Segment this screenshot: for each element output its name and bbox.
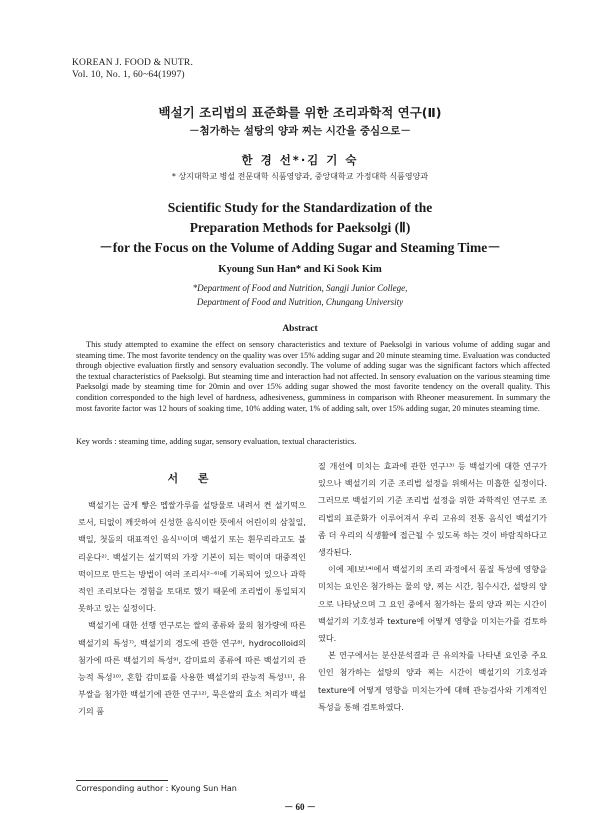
footnote-divider	[76, 780, 168, 781]
footnote: Corresponding author : Kyoung Sun Han	[76, 784, 237, 793]
paragraph: 본 연구에서는 분산분석결과 큰 유의차를 나타낸 요인중 주요인인 첨가하는 설탕의 양과 찌는 시간이 백설기의 기호성과 texture에 어떻게 영향을 미치는가에 대해 관능검사와 기계적인 특성을 통해 검토하였다.	[318, 650, 547, 712]
paragraph: 이에 제Ⅰ보¹⁴⁾에서 백설기의 조리 과정에서 품질 특성에 영향을 미치는 요인은 첨가하는 물의 양, 찌는 시간, 침수시간, 설탕의 양으로 나타났으며 그 요인 중에서 첨가하는 물의 양과 찌는 시간이 백설기의 기호성과 texture에 어떻게 영향을 미치는가를 검토하였다.	[318, 564, 547, 644]
page-number: － 60 －	[284, 802, 316, 812]
english-affiliation	[0, 281, 600, 309]
english-title-line2: Preparation Methods for Paeksolgi (Ⅱ)	[189, 220, 411, 235]
section-heading-intro: 서 론	[167, 472, 217, 485]
korean-authors: 한 경 선*·김 기 숙	[241, 153, 359, 167]
left-column	[78, 497, 306, 721]
paragraph: 백설기는 곱게 빻은 멥쌀가루를 설탕물로 내려서 켠 설기떡으로서, 티없이 깨끗하여 신성한 음식이란 뜻에서 어린이의 삼칠일, 백일, 첫돌의 대표적인 음식¹⁾이며 백설기 또는 흰무리라고도 불리운다²⁾. 백설기는 설기떡의 가장 기본이 되는 떡이며 대중적인 떡이므로 만드는 방법이 여러 조리서²⁻⁶⁾에 기록되어 있으나 과학적인 조리보다는 경험을 토대로 했기 때문에 조리법이 통일되지 못하고 있는 실정이다.	[78, 500, 306, 614]
right-column	[318, 458, 547, 716]
keywords: Key words : steaming time, adding sugar, sensory evaluation, textual characteristics.	[76, 437, 357, 446]
paragraph: 질 개선에 미치는 효과에 관한 연구¹³⁾ 등 백설기에 대한 연구가 있으나 백설기의 기준 조리법 설정을 위해서는 미흡한 실정이다. 그러므로 백설기의 기준 조리법 설정을 위한 과학적인 연구로 조리법의 표준화가 이루어져서 우리 고유의 전통 음식인 백설기가 좀 더 우리의 식생활에 접근될 수 있도록 하는 것이 바람직하다고 생각된다.	[318, 461, 547, 558]
korean-title: 백설기 조리법의 표준화를 위한 조리과학적 연구(Ⅱ)	[158, 105, 442, 120]
english-affiliation-2: Department of Food and Nutrition, Chungang University	[196, 297, 404, 307]
english-authors: Kyoung Sun Han* and Ki Sook Kim	[218, 264, 382, 275]
paragraph: 백설기에 대한 선행 연구로는 쌀의 종류와 물의 첨가량에 따른 백설기의 특성⁷⁾, 백설기의 경도에 관한 연구⁸⁾, hydrocolloid의 첨가에 따른 백설기의 특성⁹⁾, 감미료의 종류에 따른 백설기의 관능적 특성¹⁰⁾, 혼합 감미료를 사용한 백설기의 관능적 특성¹¹⁾, 유부쌀을 첨가한 백설기에 관한 연구¹²⁾, 묵은쌀의 효소 처리가 백설기의 품	[78, 620, 306, 717]
journal-header	[72, 57, 193, 81]
korean-affiliation: * 상지대학교 병설 전문대학 식품영양과, 중앙대학교 가정대학 식품영양과	[171, 172, 429, 181]
english-affiliation-1: *Department of Food and Nutrition, Sangji Junior College,	[192, 283, 408, 293]
english-title	[0, 198, 600, 258]
journal-volume: Vol. 10, No. 1, 60~64(1997)	[72, 70, 185, 80]
abstract-body	[76, 340, 550, 414]
abstract-heading: Abstract	[282, 324, 318, 334]
english-title-line3: －for the Focus on the Volume of Adding Sugar and Steaming Time－	[99, 240, 501, 255]
abstract-text: This study attempted to examine the effect on sensory characteristics and texture of Paeksolgi in various volume of adding sugar and steaming time. The most favorite tendency on the quality was over 15% adding sugar and 20 minute steaming time. Evaluation was conducted through objective evaluation firstly and sensory evaluation secondly. The volume of adding sugar was the significant factors which affected the textual characteristics of Paeksolgi. But steaming time and interaction had not affected. In sensory evaluation on the various steaming time Paeksolgi made by steaming time for 20min and over 15% adding sugar showed the most favorite tendency on the overall quality. This condition corresponded to the high level of hardness, adhesiveness, gumminess in comparison with Rheoner measurement. In summary the most favorite factor was 12 hours of soaking time, 10% adding water, 1% of adding salt, over 15% adding sugar, 20 minutes steaming time.	[76, 340, 550, 413]
english-title-line1: Scientific Study for the Standardization of the	[167, 200, 433, 215]
korean-subtitle: －첨가하는 설탕의 양과 찌는 시간을 중심으로－	[189, 125, 411, 137]
journal-name: KOREAN J. FOOD & NUTR.	[72, 58, 194, 68]
